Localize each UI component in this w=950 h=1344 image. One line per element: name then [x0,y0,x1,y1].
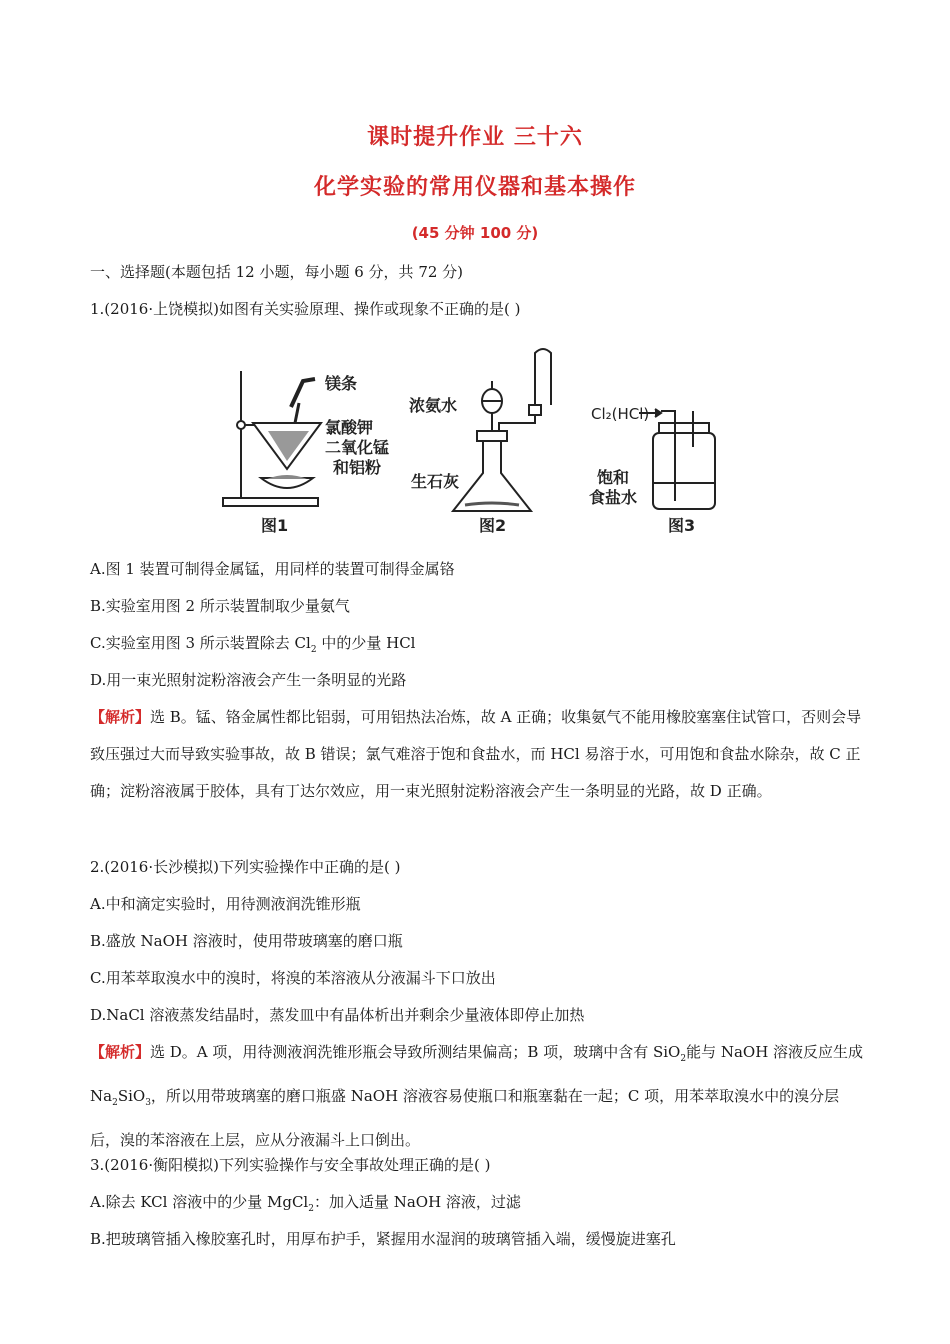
q1-stem: 1.(2016·上饶模拟)如图有关实验原理、操作或现象不正确的是( ) [90,300,521,318]
q2-option-b: B.盛放 NaOH 溶液时，使用带玻璃塞的磨口瓶 [90,932,403,950]
q1-analysis: 【解析】选 B。锰、铬金属性都比铝弱，可用铝热法冶炼，故 A 正确；收集氨气不能用橡胶塞塞住试管口，否则会导致压强过大而导致实验事故，故 B 错误；氯气难溶于饱和食盐水，而 HCl 易溶于水，可用饱和食盐水除杂，故 C 正确；淀粉溶液属于胶体，具有丁达尔效应，用一束光照射淀粉溶液会产生一条明显的光路，故 D 正确。 [90,708,862,800]
label-brine-2: 食盐水 [589,488,638,507]
label-cl2: Cl₂(HCl) [591,405,650,423]
q1-figure [213,343,733,543]
label-ammonia: 浓氨水 [409,396,458,415]
label-mg: 镁条 [325,374,358,393]
q3-option-a: A.除去 KCl 溶液中的少量 MgCl$_2$：加入适量 NaOH 溶液，过滤 [90,1193,521,1214]
fig3-caption: 图3 [668,516,696,535]
q2-option-a: A.中和滴定实验时，用待测液润洗锥形瓶 [90,895,361,913]
label-mix-1: 二氧化锰 [325,438,390,457]
q2-analysis: 【解析】选 D。A 项，用待测液润洗锥形瓶会导致所测结果偏高；B 项，玻璃中含有 SiO$_2$能与 NaOH 溶液反应生成 $Na_2SiO_3$，所以用带玻璃塞的磨口瓶盛 NaOH 溶液容易使瓶口和瓶塞黏在一起；C 项，用苯萃取溴水中的溴分层后，溴的苯溶液在上层，应从分液漏斗上口倒出。 [90,1043,864,1149]
section-heading: 一、选择题(本题包括 12 小题，每小题 6 分，共 72 分) [90,263,464,281]
fig1-caption: 图1 [261,516,289,535]
q3-option-b: B.把玻璃管插入橡胶塞孔时，用厚布护手，紧握用水湿润的玻璃管插入端，缓慢旋进塞孔 [90,1230,676,1248]
q2-option-c: C.用苯萃取溴水中的溴时，将溴的苯溶液从分液漏斗下口放出 [90,969,496,987]
q2-stem: 2.(2016·长沙模拟)下列实验操作中正确的是( ) [90,858,401,876]
label-mix-2: 和铝粉 [333,458,382,477]
fig3-apparatus [639,409,715,509]
analysis-tag: 【解析】 [90,708,151,726]
label-cao: 生石灰 [411,472,460,491]
fig1-apparatus [223,371,321,506]
q1-option-c: C.实验室用图 3 所示装置除去 $Cl_2$ 中的少量 HCl [90,634,416,655]
q3-stem: 3.(2016·衡阳模拟)下列实验操作与安全事故处理正确的是( ) [90,1156,491,1174]
time-score: (45 分钟 100 分) [411,224,539,242]
fig2-caption: 图2 [479,516,507,535]
analysis-tag: 【解析】 [90,1043,151,1061]
label-brine-1: 饱和 [597,468,630,487]
page-title: 课时提升作业 三十六 [367,125,583,150]
q2-option-d: D.NaCl 溶液蒸发结晶时，蒸发皿中有晶体析出并剩余少量液体即停止加热 [90,1006,585,1024]
q1-option-b: B.实验室用图 2 所示装置制取少量氨气 [90,597,350,615]
q1-option-a: A.图 1 装置可制得金属锰，用同样的装置可制得金属铬 [90,560,455,578]
fig2-apparatus [453,349,551,511]
page-subtitle: 化学实验的常用仪器和基本操作 [313,175,636,200]
label-kclo3: 氯酸钾 [325,418,374,437]
q1-option-d: D.用一束光照射淀粉溶液会产生一条明显的光路 [90,671,407,689]
